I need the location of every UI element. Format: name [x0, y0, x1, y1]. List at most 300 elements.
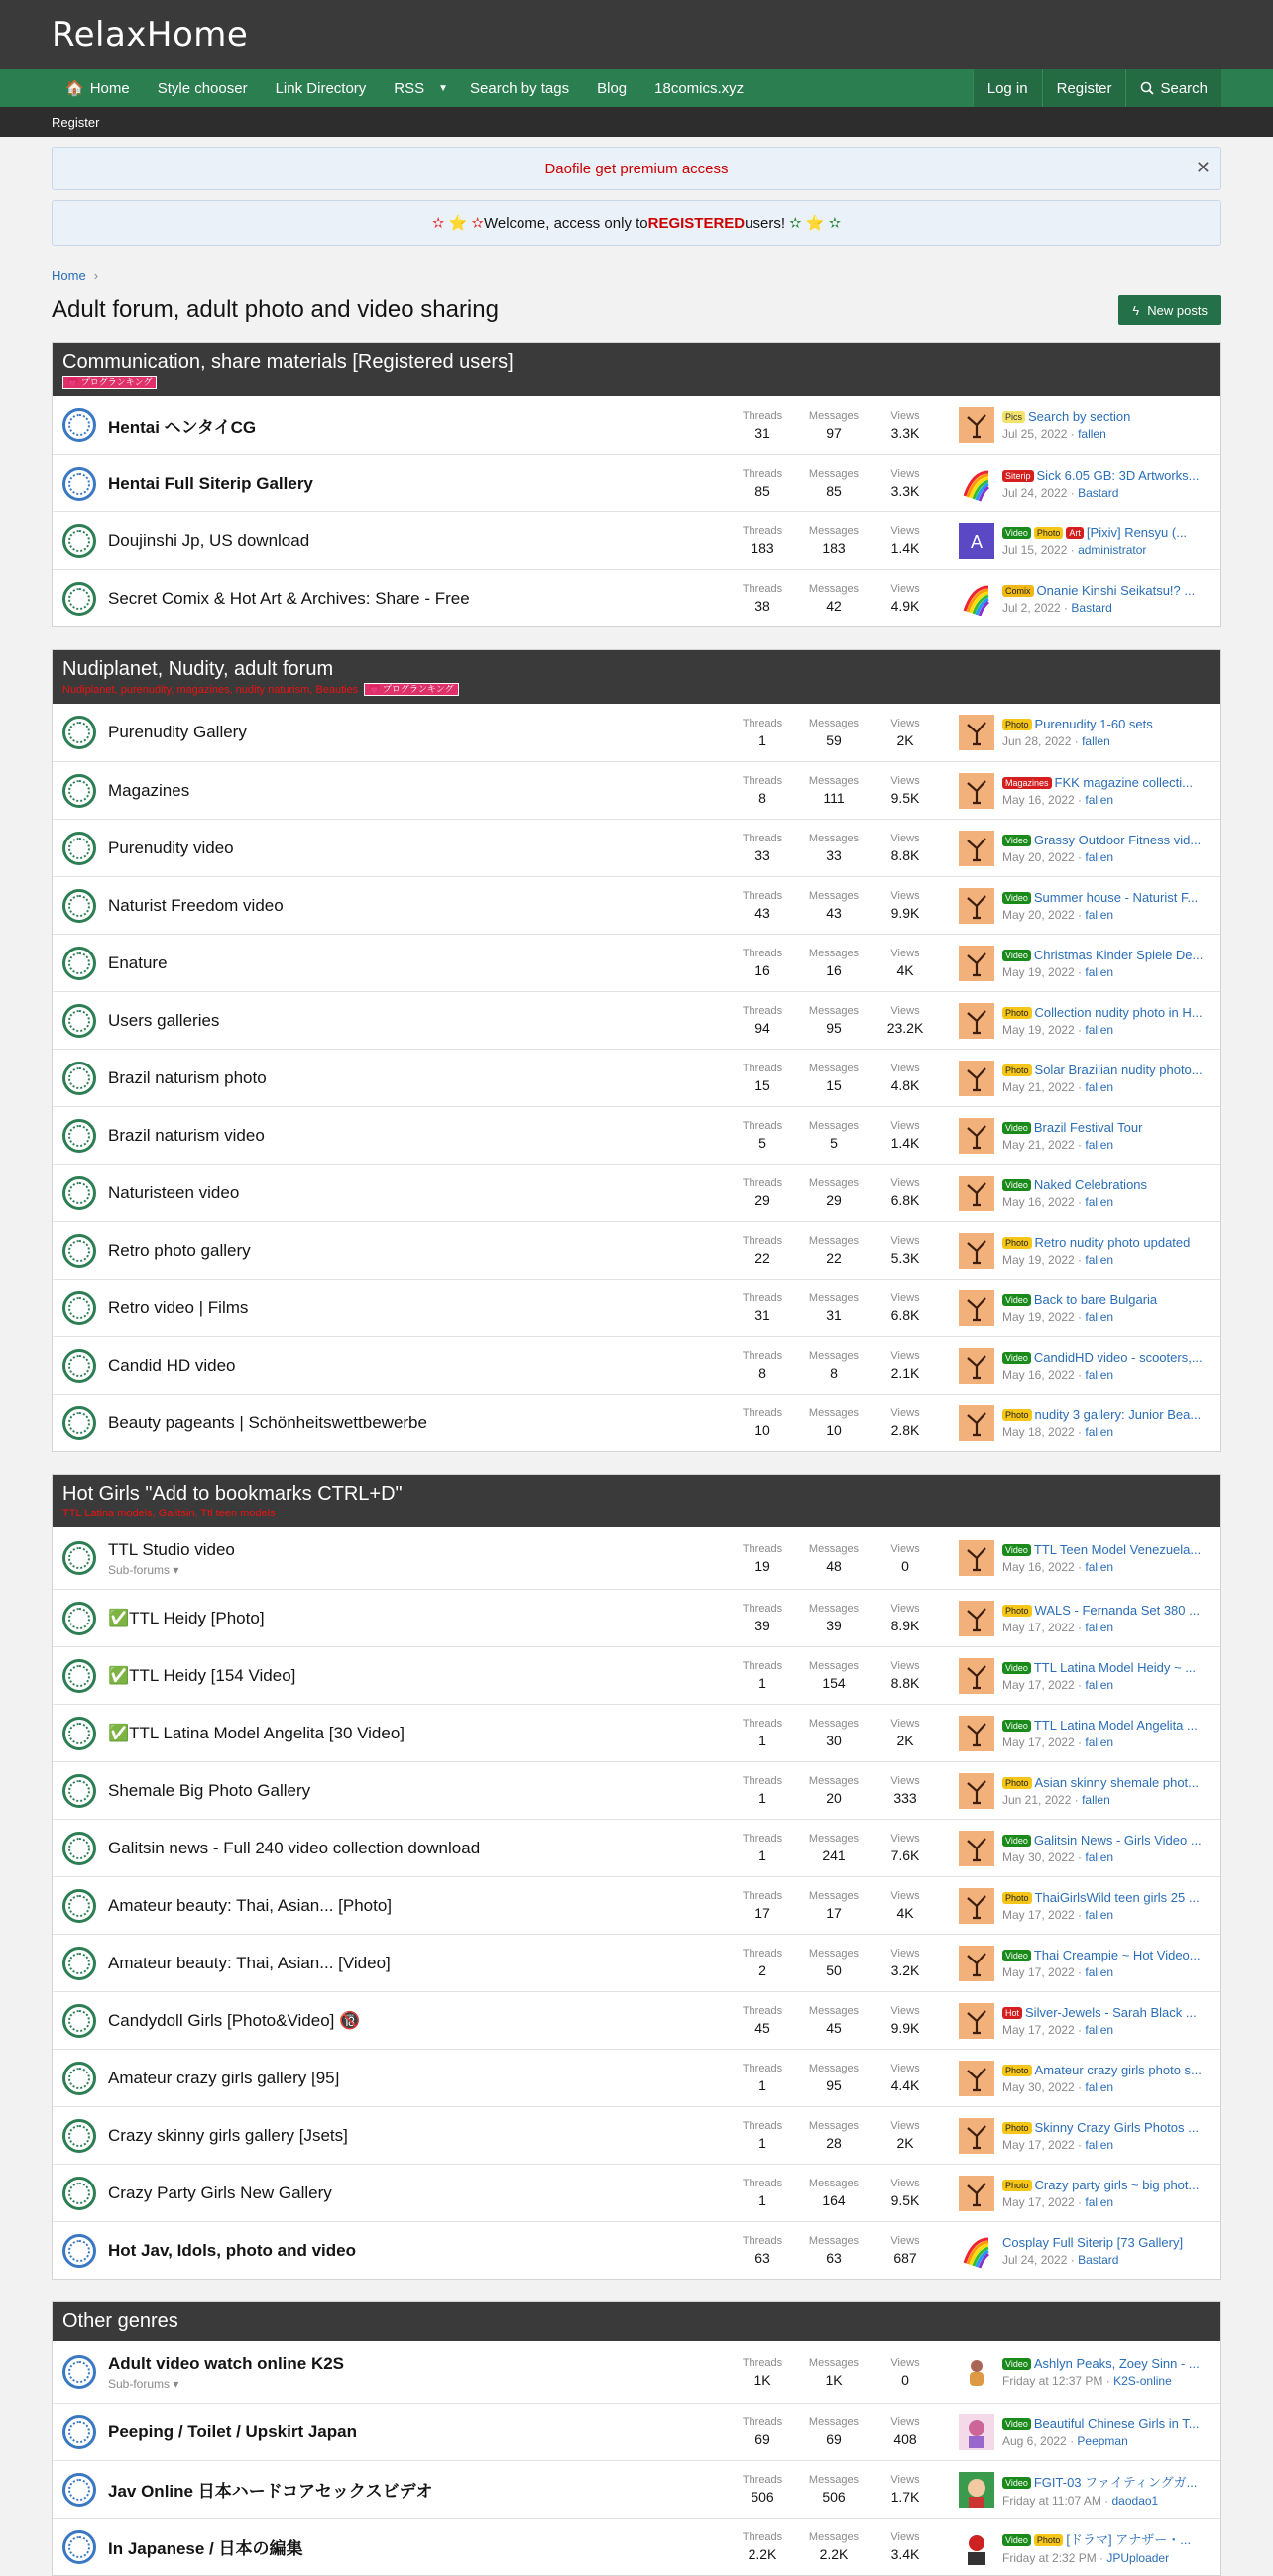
- avatar[interactable]: [959, 2472, 994, 2508]
- forum-title[interactable]: Shemale Big Photo Gallery: [108, 1780, 311, 1800]
- prefix-badge[interactable]: Art: [1066, 527, 1084, 539]
- last-post-title[interactable]: [1002, 1235, 1213, 1250]
- prefix-badge[interactable]: Photo: [1002, 1064, 1032, 1076]
- last-post-title[interactable]: [1002, 1005, 1213, 1020]
- last-post-title-text[interactable]: Thai Creampie ~ Hot Video...: [1033, 1947, 1201, 1962]
- forum-title[interactable]: Brazil naturism video: [108, 1125, 265, 1145]
- forum-status-icon[interactable]: [62, 1889, 96, 1923]
- last-post-title[interactable]: [1002, 1542, 1213, 1557]
- avatar[interactable]: [959, 1061, 994, 1096]
- last-post-title-text[interactable]: Crazy party girls ~ big phot...: [1034, 2177, 1200, 2192]
- forum-title[interactable]: ✅TTL Latina Model Angelita [30 Video]: [108, 1723, 405, 1742]
- forum-title[interactable]: Brazil naturism photo: [108, 1067, 267, 1087]
- last-post-date[interactable]: May 18, 2022: [1002, 1424, 1075, 1439]
- nav-home[interactable]: [52, 69, 144, 107]
- category-title[interactable]: Hot Girls "Add to bookmarks CTRL+D": [62, 1483, 403, 1505]
- last-post-user[interactable]: Bastard: [1078, 2252, 1119, 2267]
- avatar[interactable]: [959, 2176, 994, 2211]
- forum-status-icon[interactable]: [62, 408, 96, 442]
- last-post-user[interactable]: fallen: [1082, 1792, 1110, 1807]
- last-post-title[interactable]: [1002, 583, 1213, 598]
- avatar[interactable]: [959, 2003, 994, 2039]
- last-post-title[interactable]: [1002, 1407, 1213, 1422]
- last-post-title[interactable]: [1002, 1350, 1213, 1365]
- forum-status-icon[interactable]: [62, 1119, 96, 1153]
- forum-title[interactable]: Hentai ヘンタイCG: [108, 417, 257, 437]
- forum-title[interactable]: Amateur beauty: Thai, Asian... [Photo]: [108, 1895, 393, 1915]
- last-post-user[interactable]: fallen: [1085, 1022, 1114, 1037]
- last-post-date[interactable]: May 17, 2022: [1002, 1964, 1075, 1979]
- forum-title[interactable]: Candid HD video: [108, 1355, 236, 1375]
- last-post-user[interactable]: fallen: [1085, 1367, 1114, 1382]
- new-posts-button[interactable]: [1118, 295, 1221, 325]
- last-post-title-text[interactable]: WALS - Fernanda Set 380 ...: [1034, 1602, 1200, 1618]
- category-title[interactable]: Communication, share materials [Registered users]: [62, 351, 514, 373]
- last-post-title[interactable]: [1002, 2356, 1213, 2371]
- last-post-user[interactable]: fallen: [1085, 964, 1114, 979]
- forum-status-icon[interactable]: [62, 2004, 96, 2038]
- category-title[interactable]: Nudiplanet, Nudity, adult forum: [62, 658, 334, 680]
- last-post-date[interactable]: May 16, 2022: [1002, 1560, 1075, 1574]
- nav-18comics[interactable]: 18comics.xyz: [654, 79, 745, 97]
- register-button[interactable]: Register: [1042, 69, 1126, 107]
- avatar[interactable]: [959, 2061, 994, 2096]
- prefix-badge[interactable]: Video: [1002, 892, 1031, 904]
- forum-title[interactable]: Naturisteen video: [108, 1182, 240, 1202]
- forum-status-icon[interactable]: [62, 2062, 96, 2095]
- forum-title[interactable]: Amateur crazy girls gallery [95]: [108, 2068, 340, 2087]
- last-post-title[interactable]: [1002, 948, 1213, 962]
- prefix-badge[interactable]: Video: [1002, 835, 1031, 846]
- last-post-title-text[interactable]: Brazil Festival Tour: [1033, 1119, 1143, 1135]
- forum-title[interactable]: Retro video | Films: [108, 1297, 249, 1317]
- forum-status-icon[interactable]: [62, 1602, 96, 1635]
- last-post-title-text[interactable]: Collection nudity photo in H...: [1034, 1004, 1203, 1020]
- prefix-badge[interactable]: Photo: [1002, 1007, 1032, 1019]
- prefix-badge[interactable]: Video: [1002, 1835, 1031, 1847]
- last-post-title-text[interactable]: Onanie Kinshi Seikatsu!? ...: [1036, 582, 1196, 598]
- last-post-title-text[interactable]: nudity 3 gallery: Junior Bea...: [1034, 1406, 1202, 1422]
- forum-status-icon[interactable]: [62, 2119, 96, 2153]
- forum-status-icon[interactable]: [62, 2473, 96, 2507]
- last-post-user[interactable]: Bastard: [1071, 600, 1112, 615]
- avatar[interactable]: [959, 773, 994, 809]
- subnav-register-link[interactable]: Register: [52, 114, 100, 130]
- last-post-date[interactable]: May 17, 2022: [1002, 1735, 1075, 1749]
- last-post-date[interactable]: Jul 15, 2022: [1002, 542, 1068, 557]
- ranking-badge[interactable]: 💗 プログランキング: [62, 376, 157, 389]
- last-post-title[interactable]: [1002, 2063, 1213, 2077]
- last-post-user[interactable]: Peepman: [1077, 2433, 1128, 2448]
- last-post-title[interactable]: [1002, 409, 1213, 424]
- last-post-date[interactable]: Jul 24, 2022: [1002, 485, 1068, 500]
- forum-title[interactable]: Beauty pageants | Schönheitswettbewerbe: [108, 1412, 427, 1432]
- last-post-title-text[interactable]: FKK magazine collecti...: [1054, 774, 1193, 790]
- forum-title[interactable]: Candydoll Girls [Photo&Video] 🔞: [108, 2010, 361, 2030]
- last-post-title[interactable]: [1002, 1833, 1213, 1848]
- last-post-user[interactable]: JPUploader: [1106, 2550, 1170, 2565]
- last-post-date[interactable]: May 17, 2022: [1002, 1907, 1075, 1922]
- prefix-badge[interactable]: Photo: [1002, 1409, 1032, 1421]
- last-post-user[interactable]: fallen: [1085, 1560, 1114, 1574]
- last-post-title-text[interactable]: Christmas Kinder Spiele De...: [1033, 947, 1204, 962]
- subforums-toggle[interactable]: [108, 1563, 727, 1577]
- prefix-badge[interactable]: Photo: [1034, 2534, 1064, 2546]
- prefix-badge[interactable]: Video: [1002, 1352, 1031, 1364]
- forum-status-icon[interactable]: [62, 1004, 96, 1038]
- forum-title[interactable]: Magazines: [108, 780, 190, 800]
- last-post-title-text[interactable]: [Pixiv] Rensyu (...: [1086, 524, 1188, 540]
- forum-status-icon[interactable]: [62, 1234, 96, 1268]
- last-post-title-text[interactable]: Silver-Jewels - Sarah Black ...: [1025, 2004, 1197, 2020]
- forum-status-icon[interactable]: [62, 716, 96, 749]
- last-post-title-text[interactable]: Asian skinny shemale phot...: [1034, 1774, 1200, 1790]
- forum-status-icon[interactable]: [62, 467, 96, 501]
- prefix-badge[interactable]: Photo: [1002, 2180, 1032, 2191]
- forum-status-icon[interactable]: [62, 582, 96, 616]
- last-post-title[interactable]: [1002, 1177, 1213, 1192]
- forum-title[interactable]: Hentai Full Siterip Gallery: [108, 473, 313, 493]
- nav-link-directory[interactable]: Link Directory: [275, 79, 367, 97]
- last-post-title[interactable]: [1002, 2178, 1213, 2192]
- forum-status-icon[interactable]: [62, 2530, 96, 2564]
- avatar[interactable]: [959, 831, 994, 866]
- last-post-title[interactable]: [1002, 2120, 1213, 2135]
- avatar[interactable]: [959, 1348, 994, 1384]
- last-post-title-text[interactable]: Skinny Crazy Girls Photos ...: [1034, 2119, 1199, 2135]
- last-post-date[interactable]: May 30, 2022: [1002, 1849, 1075, 1864]
- last-post-title[interactable]: [1002, 468, 1213, 483]
- last-post-date[interactable]: May 20, 2022: [1002, 849, 1075, 864]
- last-post-user[interactable]: fallen: [1085, 2137, 1114, 2152]
- last-post-date[interactable]: Jul 25, 2022: [1002, 427, 1068, 441]
- avatar[interactable]: [959, 2233, 994, 2269]
- last-post-title-text[interactable]: FGIT-03 ファイティングガ...: [1033, 2474, 1198, 2490]
- last-post-date[interactable]: May 17, 2022: [1002, 1620, 1075, 1634]
- last-post-title-text[interactable]: Beautiful Chinese Girls in T...: [1033, 2415, 1200, 2431]
- last-post-date[interactable]: May 30, 2022: [1002, 2079, 1075, 2094]
- last-post-user[interactable]: fallen: [1085, 1194, 1114, 1209]
- prefix-badge[interactable]: Photo: [1002, 719, 1032, 730]
- avatar[interactable]: [959, 2354, 994, 2390]
- last-post-date[interactable]: Jun 28, 2022: [1002, 734, 1072, 748]
- last-post-title-text[interactable]: Sick 6.05 GB: 3D Artworks...: [1036, 467, 1200, 483]
- last-post-title-text[interactable]: Summer house - Naturist F...: [1033, 889, 1199, 905]
- last-post-date[interactable]: Friday at 11:07 AM: [1002, 2493, 1101, 2508]
- last-post-user[interactable]: fallen: [1085, 1079, 1114, 1094]
- last-post-date[interactable]: May 19, 2022: [1002, 1309, 1075, 1324]
- forum-title[interactable]: ✅TTL Heidy [Photo]: [108, 1608, 265, 1627]
- prefix-badge[interactable]: Video: [1002, 1662, 1031, 1674]
- prefix-badge[interactable]: Photo: [1002, 1237, 1032, 1249]
- forum-status-icon[interactable]: [62, 1291, 96, 1325]
- avatar[interactable]: [959, 466, 994, 502]
- last-post-title-text[interactable]: TTL Teen Model Venezuela...: [1033, 1542, 1202, 1557]
- forum-title[interactable]: Enature: [108, 952, 168, 972]
- last-post-title[interactable]: [1002, 1120, 1213, 1135]
- avatar[interactable]: [959, 1405, 994, 1441]
- close-icon[interactable]: ✕: [1195, 158, 1211, 177]
- last-post-date[interactable]: Friday at 2:32 PM: [1002, 2550, 1097, 2565]
- prefix-badge[interactable]: Video: [1002, 950, 1031, 961]
- avatar[interactable]: [959, 1176, 994, 1211]
- last-post-user[interactable]: fallen: [1085, 1424, 1114, 1439]
- last-post-user[interactable]: Bastard: [1078, 485, 1119, 500]
- search-button[interactable]: [1125, 69, 1221, 107]
- avatar[interactable]: [959, 2414, 994, 2450]
- last-post-user[interactable]: fallen: [1085, 849, 1114, 864]
- subforums-toggle[interactable]: [108, 2377, 727, 2391]
- last-post-user[interactable]: fallen: [1085, 1252, 1114, 1267]
- prefix-badge[interactable]: Video: [1002, 1950, 1031, 1961]
- last-post-title[interactable]: [1002, 1603, 1213, 1618]
- category-title[interactable]: Other genres: [62, 2310, 178, 2332]
- last-post-date[interactable]: May 17, 2022: [1002, 2137, 1075, 2152]
- forum-title[interactable]: Hot Jav, Idols, photo and video: [108, 2240, 356, 2260]
- last-post-title-text[interactable]: Amateur crazy girls photo s...: [1034, 2062, 1202, 2077]
- last-post-title-text[interactable]: Back to bare Bulgaria: [1033, 1291, 1158, 1307]
- login-button[interactable]: Log in: [973, 69, 1042, 107]
- avatar[interactable]: [959, 1233, 994, 1269]
- forum-title[interactable]: Amateur beauty: Thai, Asian... [Video]: [108, 1953, 391, 1972]
- forum-status-icon[interactable]: [62, 1947, 96, 1980]
- nav-search-by-tags[interactable]: Search by tags: [470, 79, 570, 97]
- last-post-user[interactable]: fallen: [1085, 1735, 1114, 1749]
- forum-status-icon[interactable]: [62, 524, 96, 558]
- last-post-date[interactable]: May 16, 2022: [1002, 1194, 1075, 1209]
- prefix-badge[interactable]: Siterip: [1002, 470, 1034, 482]
- forum-status-icon[interactable]: [62, 1541, 96, 1575]
- last-post-title-text[interactable]: Solar Brazilian nudity photo...: [1034, 1062, 1203, 1077]
- avatar[interactable]: [959, 1773, 994, 1809]
- last-post-user[interactable]: fallen: [1085, 1907, 1114, 1922]
- forum-status-icon[interactable]: [62, 947, 96, 980]
- last-post-title[interactable]: [1002, 1063, 1213, 1077]
- last-post-title-text[interactable]: Grassy Outdoor Fitness vid...: [1033, 832, 1202, 847]
- avatar[interactable]: [959, 2118, 994, 2154]
- forum-status-icon[interactable]: [62, 2415, 96, 2449]
- avatar[interactable]: [959, 1540, 994, 1576]
- avatar[interactable]: [959, 1888, 994, 1924]
- last-post-user[interactable]: fallen: [1078, 427, 1106, 441]
- last-post-user[interactable]: fallen: [1085, 792, 1114, 807]
- forum-title[interactable]: Galitsin news - Full 240 video collection download: [108, 1838, 481, 1857]
- prefix-badge[interactable]: Photo: [1034, 527, 1064, 539]
- prefix-badge[interactable]: Video: [1002, 1720, 1031, 1732]
- last-post-title[interactable]: [1002, 2235, 1213, 2250]
- forum-status-icon[interactable]: [62, 2177, 96, 2210]
- last-post-user[interactable]: fallen: [1085, 1620, 1114, 1634]
- last-post-user[interactable]: fallen: [1082, 734, 1110, 748]
- breadcrumb-home[interactable]: Home: [52, 268, 86, 282]
- prefix-badge[interactable]: Video: [1002, 1294, 1031, 1306]
- forum-title[interactable]: Purenudity video: [108, 838, 234, 857]
- last-post-user[interactable]: fallen: [1085, 1677, 1114, 1692]
- last-post-title-text[interactable]: Naked Celebrations: [1033, 1176, 1148, 1192]
- prefix-badge[interactable]: Video: [1002, 1122, 1031, 1134]
- last-post-title[interactable]: [1002, 2472, 1213, 2491]
- last-post-date[interactable]: May 20, 2022: [1002, 907, 1075, 922]
- forum-status-icon[interactable]: [62, 1717, 96, 1750]
- prefix-badge[interactable]: Photo: [1002, 2122, 1032, 2134]
- forum-status-icon[interactable]: [62, 774, 96, 808]
- last-post-title-text[interactable]: CandidHD video - scooters,...: [1033, 1349, 1203, 1365]
- last-post-user[interactable]: fallen: [1085, 1309, 1114, 1324]
- avatar[interactable]: [959, 523, 994, 559]
- avatar[interactable]: [959, 407, 994, 443]
- last-post-date[interactable]: May 16, 2022: [1002, 1367, 1075, 1382]
- avatar[interactable]: [959, 946, 994, 981]
- forum-title[interactable]: Crazy skinny girls gallery [Jsets]: [108, 2125, 348, 2145]
- last-post-date[interactable]: Jul 2, 2022: [1002, 600, 1061, 615]
- last-post-date[interactable]: Jun 21, 2022: [1002, 1792, 1072, 1807]
- last-post-title[interactable]: [1002, 525, 1213, 540]
- chevron-down-icon[interactable]: ▼: [438, 82, 449, 94]
- last-post-title-text[interactable]: TTL Latina Model Heidy ~ ...: [1033, 1659, 1197, 1675]
- forum-status-icon[interactable]: [62, 832, 96, 865]
- avatar[interactable]: [959, 581, 994, 616]
- last-post-user[interactable]: daodao1: [1111, 2493, 1159, 2508]
- last-post-date[interactable]: May 19, 2022: [1002, 1252, 1075, 1267]
- prefix-badge[interactable]: Video: [1002, 1179, 1031, 1191]
- avatar[interactable]: [959, 2529, 994, 2565]
- last-post-title[interactable]: [1002, 1718, 1213, 1733]
- forum-status-icon[interactable]: [62, 1349, 96, 1383]
- nav-blog[interactable]: Blog: [597, 79, 628, 97]
- forum-title[interactable]: Jav Online 日本ハードコアセックスビデオ: [108, 2482, 433, 2501]
- last-post-title-text[interactable]: Search by section: [1028, 409, 1131, 424]
- last-post-date[interactable]: May 16, 2022: [1002, 792, 1075, 807]
- last-post-user[interactable]: fallen: [1085, 1964, 1114, 1979]
- prefix-badge[interactable]: Photo: [1002, 1892, 1032, 1904]
- prefix-badge[interactable]: Pics: [1002, 411, 1025, 423]
- last-post-title[interactable]: [1002, 1775, 1213, 1790]
- prefix-badge[interactable]: Video: [1002, 527, 1031, 539]
- last-post-title[interactable]: [1002, 2529, 1213, 2548]
- forum-title[interactable]: Crazy Party Girls New Gallery: [108, 2183, 332, 2202]
- last-post-date[interactable]: Aug 6, 2022: [1002, 2433, 1067, 2448]
- nav-rss[interactable]: RSS: [394, 79, 425, 97]
- prefix-badge[interactable]: Video: [1002, 1544, 1031, 1556]
- forum-status-icon[interactable]: [62, 1659, 96, 1693]
- last-post-title-text[interactable]: Ashlyn Peaks, Zoey Sinn - ...: [1033, 2356, 1200, 2371]
- last-post-title[interactable]: [1002, 1660, 1213, 1675]
- last-post-date[interactable]: May 19, 2022: [1002, 964, 1075, 979]
- last-post-date[interactable]: Friday at 12:37 PM: [1002, 2374, 1103, 2388]
- forum-title[interactable]: Doujinshi Jp, US download: [108, 530, 310, 550]
- prefix-badge[interactable]: Video: [1002, 2418, 1031, 2430]
- prefix-badge[interactable]: Photo: [1002, 1605, 1032, 1617]
- avatar[interactable]: [959, 1003, 994, 1039]
- last-post-title[interactable]: [1002, 833, 1213, 847]
- last-post-user[interactable]: fallen: [1085, 2022, 1114, 2037]
- prefix-badge[interactable]: Photo: [1002, 2065, 1032, 2076]
- forum-title[interactable]: Naturist Freedom video: [108, 895, 284, 915]
- forum-status-icon[interactable]: [62, 2234, 96, 2268]
- last-post-title[interactable]: [1002, 775, 1213, 790]
- forum-status-icon[interactable]: [62, 889, 96, 923]
- prefix-badge[interactable]: Hot: [1002, 2007, 1022, 2019]
- ranking-badge[interactable]: 💗 プログランキング: [364, 683, 458, 696]
- last-post-user[interactable]: fallen: [1085, 907, 1114, 922]
- last-post-date[interactable]: May 17, 2022: [1002, 2022, 1075, 2037]
- last-post-date[interactable]: May 17, 2022: [1002, 1677, 1075, 1692]
- forum-status-icon[interactable]: [62, 1832, 96, 1865]
- last-post-title[interactable]: [1002, 1890, 1213, 1905]
- last-post-date[interactable]: May 21, 2022: [1002, 1137, 1075, 1152]
- last-post-user[interactable]: fallen: [1085, 2079, 1114, 2094]
- last-post-date[interactable]: May 17, 2022: [1002, 2194, 1075, 2209]
- prefix-badge[interactable]: Video: [1002, 2358, 1031, 2370]
- last-post-date[interactable]: Jul 24, 2022: [1002, 2252, 1068, 2267]
- last-post-user[interactable]: administrator: [1078, 542, 1147, 557]
- forum-title[interactable]: Purenudity Gallery: [108, 723, 247, 741]
- last-post-title[interactable]: [1002, 1292, 1213, 1307]
- prefix-badge[interactable]: Video: [1002, 2534, 1031, 2546]
- site-logo[interactable]: RelaxHome: [52, 15, 249, 55]
- last-post-date[interactable]: May 19, 2022: [1002, 1022, 1075, 1037]
- forum-status-icon[interactable]: [62, 1406, 96, 1440]
- forum-title[interactable]: Adult video watch online K2S: [108, 2353, 345, 2373]
- avatar[interactable]: [959, 1290, 994, 1326]
- forum-title[interactable]: In Japanese / 日本の編集: [108, 2539, 303, 2558]
- avatar[interactable]: [959, 1658, 994, 1694]
- last-post-date[interactable]: May 21, 2022: [1002, 1079, 1075, 1094]
- last-post-title-text[interactable]: TTL Latina Model Angelita ...: [1033, 1717, 1198, 1733]
- last-post-user[interactable]: K2S-online: [1113, 2374, 1172, 2388]
- prefix-badge[interactable]: Magazines: [1002, 777, 1052, 789]
- last-post-user[interactable]: fallen: [1085, 2194, 1114, 2209]
- last-post-user[interactable]: fallen: [1085, 1849, 1114, 1864]
- avatar[interactable]: [959, 1831, 994, 1866]
- avatar[interactable]: [959, 888, 994, 924]
- prefix-badge[interactable]: Photo: [1002, 1777, 1032, 1789]
- avatar[interactable]: [959, 1946, 994, 1981]
- prefix-badge[interactable]: Video: [1002, 2477, 1031, 2489]
- last-post-title-text[interactable]: Purenudity 1-60 sets: [1034, 717, 1153, 731]
- last-post-title-text[interactable]: Galitsin News - Girls Video ...: [1033, 1832, 1202, 1848]
- forum-status-icon[interactable]: [62, 1176, 96, 1210]
- last-post-title-text[interactable]: ThaiGirlsWild teen girls 25 ...: [1034, 1889, 1200, 1905]
- forum-title[interactable]: ✅TTL Heidy [154 Video]: [108, 1665, 296, 1685]
- forum-title[interactable]: Peeping / Toilet / Upskirt Japan: [108, 2421, 357, 2441]
- last-post-title[interactable]: [1002, 1948, 1213, 1962]
- avatar[interactable]: [959, 1601, 994, 1636]
- forum-title[interactable]: Retro photo gallery: [108, 1240, 251, 1260]
- avatar[interactable]: [959, 715, 994, 750]
- avatar[interactable]: [959, 1716, 994, 1751]
- prefix-badge[interactable]: Comix: [1002, 585, 1034, 597]
- last-post-title-text[interactable]: Cosplay Full Siterip [73 Gallery]: [1002, 2234, 1184, 2250]
- forum-status-icon[interactable]: [62, 1774, 96, 1808]
- forum-status-icon[interactable]: [62, 1062, 96, 1095]
- forum-title[interactable]: TTL Studio video: [108, 1539, 235, 1559]
- last-post-title[interactable]: [1002, 890, 1213, 905]
- last-post-title-text[interactable]: Retro nudity photo updated: [1034, 1234, 1191, 1250]
- forum-title[interactable]: Secret Comix & Hot Art & Archives: Share - Free: [108, 588, 470, 608]
- last-post-title[interactable]: [1002, 717, 1213, 731]
- forum-status-icon[interactable]: [62, 2355, 96, 2389]
- nav-style-chooser[interactable]: Style chooser: [157, 79, 248, 97]
- premium-notice-text[interactable]: Daofile get premium access: [544, 160, 729, 177]
- avatar[interactable]: [959, 1118, 994, 1154]
- last-post-meta: May 17, 2022 · fallen: [1002, 1677, 1114, 1692]
- forum-title[interactable]: Users galleries: [108, 1010, 220, 1030]
- last-post-user[interactable]: fallen: [1085, 1137, 1114, 1152]
- last-post-title[interactable]: [1002, 2005, 1213, 2020]
- last-post-title[interactable]: [1002, 2416, 1213, 2431]
- last-post-title-text[interactable]: [ドラマ] アナザー・...: [1066, 2531, 1192, 2547]
